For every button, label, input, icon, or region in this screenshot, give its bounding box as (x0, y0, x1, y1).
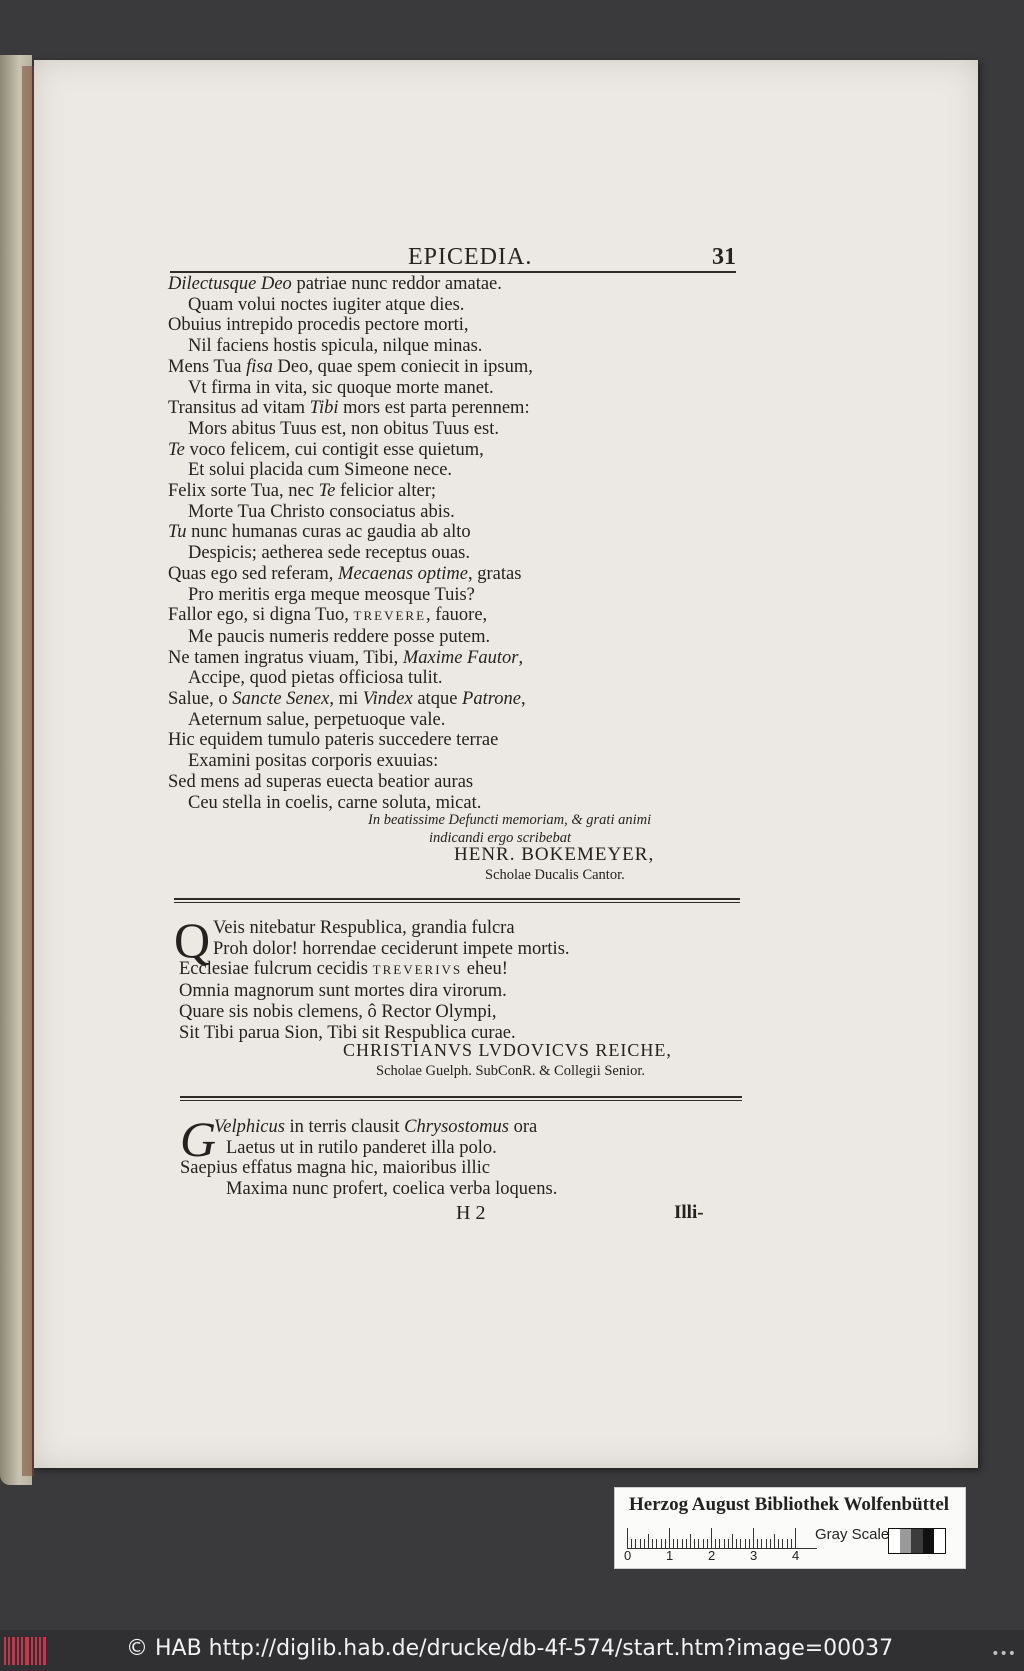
ruler-tick (728, 1539, 729, 1548)
text-run: Ceu stella in coelis, carne soluta, micat. (188, 792, 482, 813)
text-run: Mors abitus Tuus est, non obitus Tuus est. (188, 418, 499, 439)
poem-line (180, 1138, 557, 1159)
poem-line (180, 1117, 557, 1138)
catchword: Illi- (674, 1202, 704, 1223)
dropcap-q: Q (174, 912, 211, 968)
ruler-tick (782, 1539, 783, 1548)
text-run: Et solui placida cum Simeone nece. (188, 460, 453, 481)
ruler-tick (652, 1539, 653, 1548)
text-run: Salue, o (168, 689, 233, 710)
text-run: , mi (329, 689, 363, 710)
italic-text: Vindex (362, 689, 413, 710)
ruler-tick (778, 1539, 779, 1548)
poem-line (168, 357, 533, 378)
text-run: Quas ego sed referam, (168, 563, 339, 584)
ruler-tick (715, 1539, 716, 1548)
gray-scale-label: Gray Scale (815, 1526, 890, 1543)
poem-line (168, 440, 533, 461)
text-run: , (520, 689, 526, 710)
text-run: Obuius intrepido procedis pectore morti, (168, 315, 469, 336)
text-run: , gratas (468, 563, 522, 584)
text-run: Felix sorte Tua, nec (168, 481, 319, 502)
ruler-number: 0 (624, 1548, 632, 1563)
gray-swatch (911, 1529, 922, 1553)
ruler-tick (648, 1534, 649, 1548)
color-target (614, 1487, 966, 1569)
ruler-tick (644, 1539, 645, 1548)
poem-line (168, 502, 533, 523)
text-run: Omnia magnorum sunt mortes dira virorum. (179, 981, 507, 1002)
ruler-tick (774, 1534, 775, 1548)
page-url[interactable]: © HAB http://diglib.hab.de/drucke/db-4f-574/start.htm?image=00037 (126, 1636, 894, 1661)
ruler-tick (698, 1539, 699, 1548)
text-run: Proh dolor! horrendae ceciderunt impete mortis. (213, 938, 570, 959)
italic-text: Velphicus (214, 1117, 285, 1137)
dedication-line-1: In beatissime Defuncti memoriam, & grati animi (368, 812, 652, 828)
italic-text: Chrysostomus (404, 1117, 509, 1137)
logo-bar (8, 1637, 10, 1665)
poem-line (179, 939, 570, 960)
gray-swatch (934, 1529, 945, 1553)
signature-mark: H 2 (456, 1202, 486, 1224)
ruler-number: 1 (666, 1548, 674, 1563)
text-run: Pro meritis erga meque meosque Tuis? (188, 584, 475, 605)
page-number: 31 (712, 244, 736, 270)
logo-bar (43, 1637, 46, 1665)
text-run: Me paucis numeris reddere posse putem. (188, 626, 491, 647)
poem-line (168, 543, 533, 564)
text-run: nunc humanas curas ac gaudia ab alto (186, 522, 471, 543)
ruler-tick (673, 1539, 674, 1548)
text-run: Nil faciens hostis spicula, nilque minas. (188, 336, 483, 357)
text-run: atque (412, 689, 463, 710)
smallcaps-text: TREVERIVS (372, 962, 463, 978)
ruler-tick (677, 1539, 678, 1548)
poem-line (168, 522, 533, 543)
library-name: Herzog August Bibliothek Wolfenbüttel (629, 1494, 950, 1515)
logo-bar (17, 1637, 19, 1665)
gray-swatch (889, 1529, 900, 1553)
poem-line (168, 336, 533, 357)
gray-swatches (888, 1528, 946, 1554)
text-run: , (518, 647, 524, 668)
ruler-tick (766, 1539, 767, 1548)
header-rule (170, 271, 736, 273)
poem-line (168, 605, 533, 627)
poem-line (168, 274, 533, 295)
logo-bar (25, 1637, 29, 1665)
text-run: patriae nunc reddor amatae. (291, 274, 502, 294)
italic-text: Dilectusque Deo (168, 274, 292, 294)
ruler-tick (749, 1539, 750, 1548)
text-run: felicior alter; (335, 481, 437, 502)
poem-line (168, 419, 533, 440)
poem-line (179, 959, 570, 981)
more-menu-icon[interactable]: ••• (991, 1646, 1016, 1662)
section-rule-2 (180, 1096, 742, 1101)
smallcaps-text: TREVERE (353, 608, 427, 624)
ruler-tick (627, 1528, 628, 1548)
ruler-tick (770, 1539, 771, 1548)
text-run: eheu! (462, 959, 508, 980)
poem-line (168, 460, 533, 481)
ruler-tick (736, 1539, 737, 1548)
poem-line (168, 585, 533, 606)
poem-line (180, 1158, 557, 1179)
italic-text: Te (318, 481, 336, 502)
text-run: Morte Tua Christo consociatus abis. (188, 501, 455, 522)
ruler-tick (791, 1539, 792, 1548)
text-run: Transitus ad vitam (168, 398, 310, 419)
dropcap-g: G (180, 1111, 217, 1167)
text-run: Saepius effatus magna hic, maioribus illic (180, 1158, 490, 1179)
poem-line (168, 481, 533, 502)
poem-line (168, 730, 533, 751)
poem-line (168, 295, 533, 316)
ruler-tick (690, 1534, 691, 1548)
text-run: Laetus ut in rutilo panderet illa polo. (226, 1137, 497, 1158)
poem-line (168, 668, 533, 689)
ruler-tick (640, 1539, 641, 1548)
poem-line (168, 564, 533, 585)
text-run: Veis nitebatur Respublica, grandia fulcra (213, 918, 515, 938)
ruler-tick (740, 1539, 741, 1548)
poem-line (168, 627, 533, 648)
leaf-edge (22, 66, 34, 1476)
author-name-reiche: CHRISTIANVS LVDOVICVS REICHE, (343, 1040, 672, 1060)
text-run: Mens Tua (168, 356, 247, 377)
ruler-tick (711, 1528, 712, 1548)
poem-line (168, 398, 533, 419)
viewer-bottom-bar (0, 1630, 1024, 1671)
text-run: Hic equidem tumulo pateris succedere terrae (168, 730, 499, 751)
logo-bar (39, 1637, 41, 1665)
text-run: Ecclesiae fulcrum cecidis (179, 959, 373, 980)
running-header (170, 240, 736, 274)
ruler-tick (753, 1528, 754, 1548)
poem-bokemeyer (168, 274, 533, 813)
poem-line (179, 981, 570, 1002)
text-run: Sit Tibi parua Sion, Tibi sit Respublica curae. (179, 1022, 516, 1043)
text-run: Ne tamen ingratus viuam, Tibi, (168, 647, 403, 668)
ruler-scale (627, 1526, 817, 1549)
italic-text: Sancte Senex (232, 689, 330, 710)
poem-line (168, 751, 533, 772)
italic-text: Maxime Fautor (402, 647, 519, 668)
text-run: Examini positas corporis exuuias: (188, 751, 439, 772)
text-run: , fauore, (426, 605, 488, 626)
ruler-number: 2 (708, 1548, 716, 1563)
ruler-tick (761, 1539, 762, 1548)
ruler-tick (635, 1539, 636, 1548)
ruler-tick (745, 1539, 746, 1548)
text-run: voco felicem, cui contigit esse quietum, (184, 439, 484, 460)
poem-line (168, 315, 533, 336)
dedication-line-2: indicandi ergo scribebat (429, 830, 572, 846)
text-run: Deo, quae spem coniecit in ipsum, (272, 356, 533, 377)
ruler-tick (757, 1539, 758, 1548)
text-run: Vt firma in vita, sic quoque morte manet. (188, 377, 494, 398)
ruler-tick (686, 1539, 687, 1548)
section-rule-1 (174, 898, 740, 903)
poem-reiche (179, 918, 570, 1043)
poem-line (168, 793, 533, 814)
italic-text: fisa (246, 356, 273, 377)
text-run: Maxima nunc profert, coelica verba loquens. (226, 1179, 558, 1200)
italic-text: Te (168, 439, 185, 460)
text-run: in terris clausit (284, 1117, 405, 1137)
text-run: Sed mens ad superas euecta beatior auras (168, 771, 474, 792)
ruler-tick (719, 1539, 720, 1548)
ruler-tick (669, 1528, 670, 1548)
gray-swatch (923, 1529, 934, 1553)
ruler-tick (724, 1539, 725, 1548)
ruler-tick (656, 1539, 657, 1548)
ruler-number: 3 (750, 1548, 758, 1563)
ruler-tick (661, 1539, 662, 1548)
italic-text: Mecaenas optime (338, 563, 469, 584)
italic-text: Tibi (309, 398, 339, 419)
poem-line (168, 689, 533, 710)
logo-bar (21, 1637, 23, 1665)
ruler-tick (795, 1528, 796, 1548)
ruler-tick (631, 1539, 632, 1548)
poem-line (179, 1002, 570, 1023)
poem-line (168, 772, 533, 793)
text-run: Quare sis nobis clemens, ô Rector Olympi, (179, 1001, 497, 1022)
poem-line (168, 378, 533, 399)
text-run: Despicis; aetherea sede receptus ouas. (188, 543, 470, 564)
author-role-bokemeyer: Scholae Ducalis Cantor. (485, 867, 625, 883)
text-run: Fallor ego, si digna Tuo, (168, 605, 354, 626)
logo-bar (35, 1637, 37, 1665)
text-run: mors est parta perennem: (338, 398, 530, 419)
ruler-tick (703, 1539, 704, 1548)
ruler-number: 4 (792, 1548, 800, 1563)
ruler-tick (787, 1539, 788, 1548)
running-title: EPICEDIA. (408, 244, 533, 270)
italic-text: Patrone (462, 689, 521, 710)
text-run: Quam volui noctes iugiter atque dies. (188, 294, 465, 315)
text-run: Accipe, quod pietas officiosa tulit. (188, 668, 443, 689)
logo-bar (31, 1637, 33, 1665)
gray-swatch (900, 1529, 911, 1553)
poem-line (168, 648, 533, 669)
author-role-reiche: Scholae Guelph. SubConR. & Collegii Senior. (376, 1063, 646, 1079)
hab-logo-icon (4, 1637, 46, 1665)
logo-bar (12, 1637, 15, 1665)
poem-third (180, 1117, 557, 1200)
italic-text: Tu (168, 522, 187, 543)
ruler-tick (707, 1539, 708, 1548)
author-name-bokemeyer: HENR. BOKEMEYER, (454, 844, 655, 865)
logo-bar (4, 1637, 6, 1665)
text-run: ora (508, 1117, 538, 1137)
poem-line (168, 710, 533, 731)
text-run: Aeternum salue, perpetuoque vale. (188, 709, 446, 730)
book-page (34, 60, 978, 1468)
poem-line (180, 1179, 557, 1200)
poem-line (179, 918, 570, 939)
ruler-tick (665, 1539, 666, 1548)
ruler-tick (732, 1534, 733, 1548)
ruler-tick (694, 1539, 695, 1548)
ruler-tick (682, 1539, 683, 1548)
